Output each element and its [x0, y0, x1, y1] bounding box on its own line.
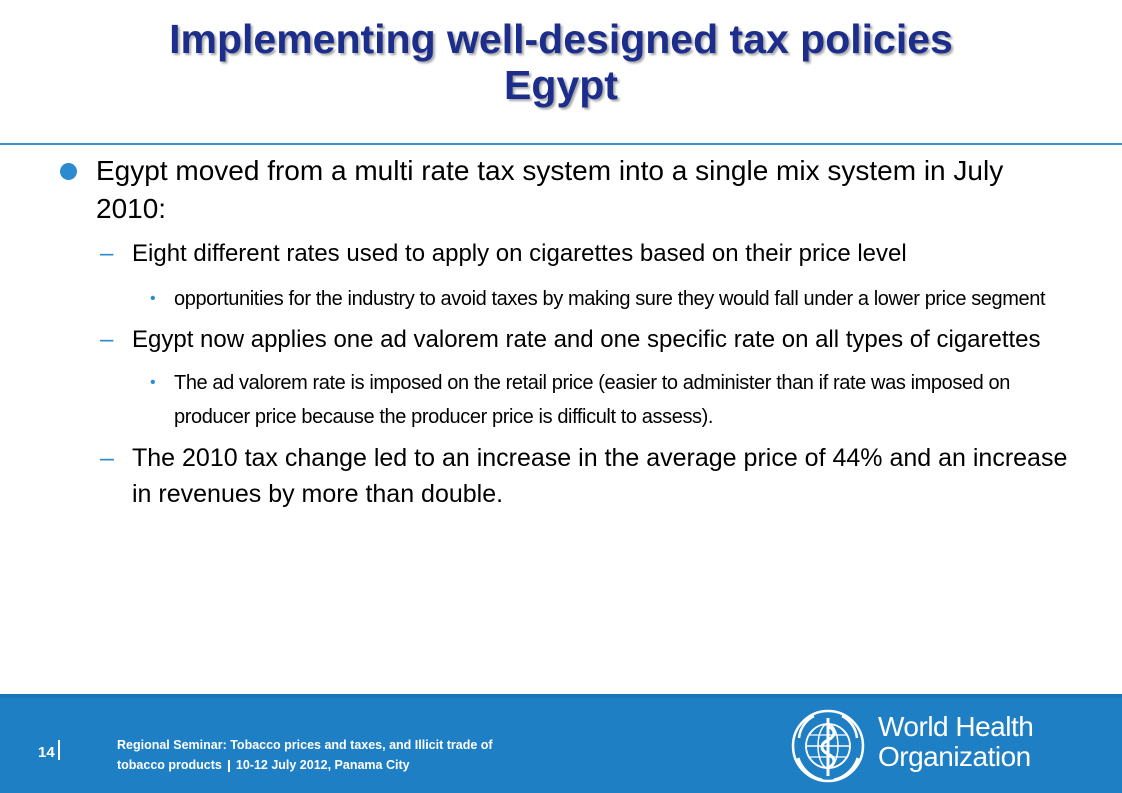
sub-bullet-3-text: The 2010 tax change led to an increase in the average price of 44% and an increase in revenues by more than double.: [132, 444, 1068, 508]
sub-bullet-1-text: Eight different rates used to apply on cigarettes based on their price level: [132, 240, 907, 267]
slide-title: [0, 16, 1122, 108]
who-wordmark-line-1: World Health: [878, 711, 1034, 742]
bullet-main-text: Egypt moved from a multi rate tax system into a single mix system in July 2010:: [96, 155, 1004, 224]
title-divider: [0, 143, 1122, 145]
sub-bullet-2-text: Egypt now applies one ad valorem rate and one specific rate on all types of cigarettes: [132, 326, 1041, 353]
dash-icon: –: [100, 326, 114, 353]
slide-content: [60, 152, 1080, 512]
title-line-2: Egypt: [504, 62, 618, 108]
seminar-line-1: Regional Seminar: Tobacco prices and taxes, and Illicit trade of: [117, 738, 493, 752]
seminar-separator: [228, 760, 230, 772]
who-wordmark: [878, 712, 1033, 772]
small-dot-icon: •: [150, 290, 156, 307]
footer-edge: [0, 694, 1122, 698]
who-emblem-icon: [790, 708, 866, 784]
dash-icon: –: [100, 444, 114, 472]
bullet-dot-icon: [60, 163, 77, 180]
page-number-separator: [58, 740, 60, 760]
small-dot-icon: •: [150, 374, 156, 391]
seminar-info: [117, 735, 617, 775]
sub-bullet-2: [60, 322, 1080, 358]
sub-sub-bullet-1-text: opportunities for the industry to avoid taxes by making sure they would fall under a lower price segment: [174, 288, 1046, 310]
seminar-line-2a: tobacco products: [117, 758, 222, 772]
who-wordmark-line-2: Organization: [878, 741, 1031, 772]
bullet-main: [60, 152, 1080, 228]
dash-icon: –: [100, 240, 114, 267]
sub-sub-bullet-2: [60, 366, 1080, 434]
title-line-1: Implementing well-designed tax policies: [169, 16, 953, 62]
seminar-line-2b: 10-12 July 2012, Panama City: [235, 758, 410, 772]
page-number: 14: [38, 744, 55, 761]
sub-sub-bullet-2-text: The ad valorem rate is imposed on the retail price (easier to administer than if rate was imposed on producer price because the producer price is difficult to assess).: [174, 372, 1010, 428]
sub-bullet-3: [60, 440, 1080, 512]
sub-bullet-1: [60, 236, 1080, 272]
sub-sub-bullet-1: [60, 282, 1080, 316]
